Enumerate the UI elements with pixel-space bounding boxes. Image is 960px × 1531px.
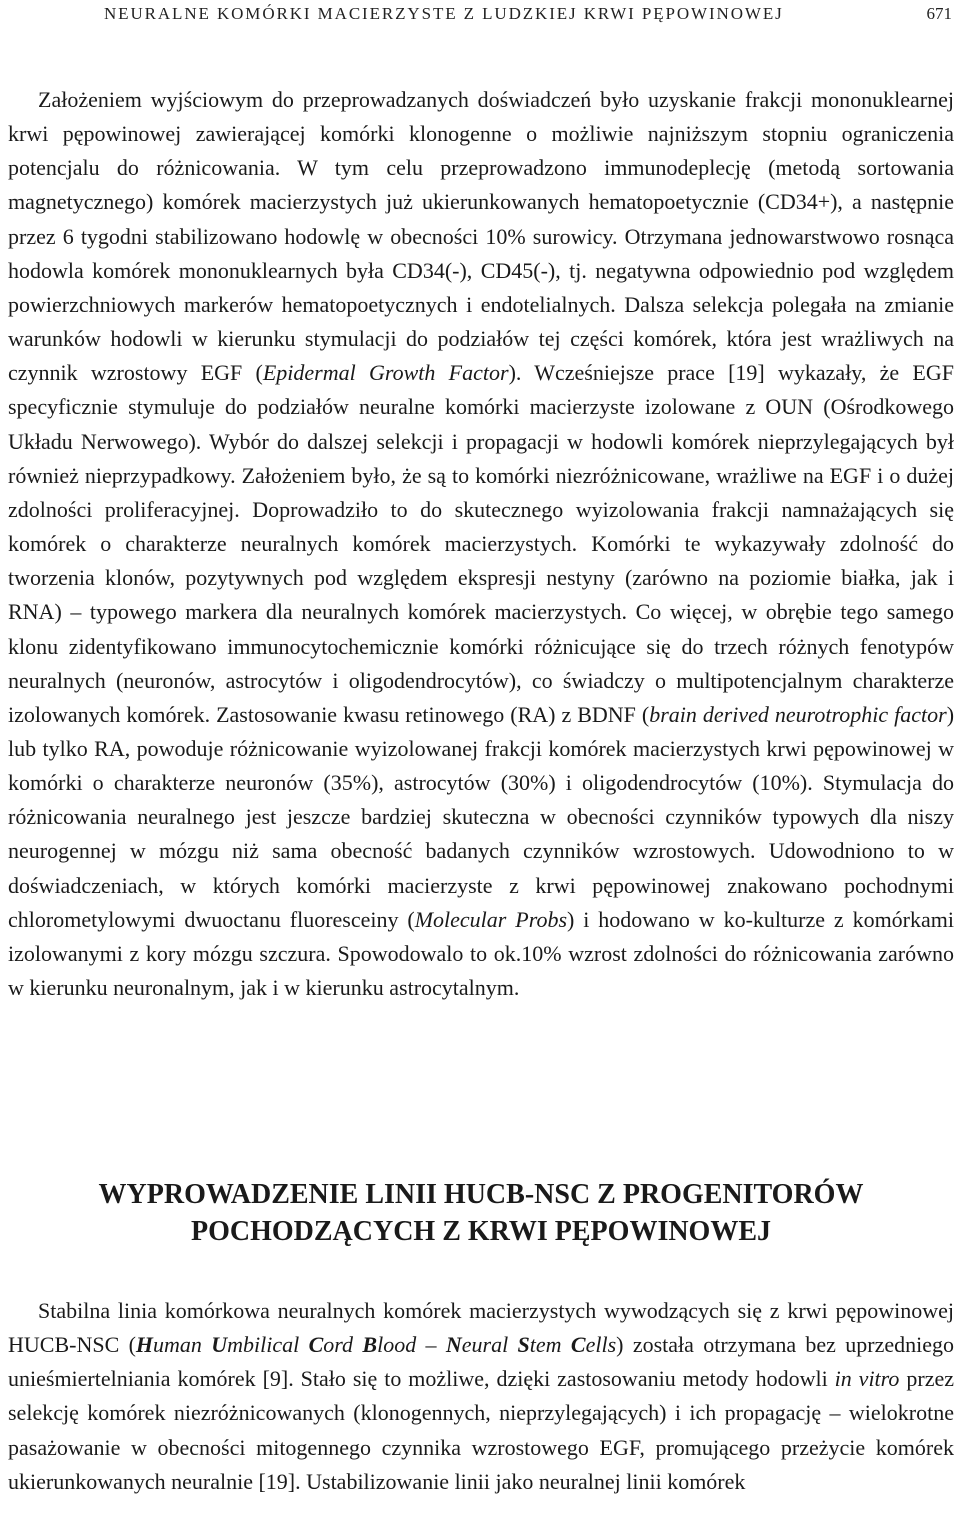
page-number: 671 — [926, 4, 952, 23]
running-header — [0, 4, 960, 28]
acronym-letter: C — [308, 1332, 324, 1358]
acronym-expansion — [136, 1332, 616, 1357]
italic-term: in vitro — [834, 1366, 900, 1392]
paragraph-text: Stabilna linia komórkowa neuralnych komórek macierzystych wywodzących się z krwi pępowinowej HUCB-NSC ( — [8, 1298, 954, 1358]
acronym-word: uman — [153, 1332, 212, 1358]
paragraph-text: ). Wcześniejsze prace [19] wykazały, że EGF specyficznie stymuluje do podziałów neuralne komórki macierzyste izolowane z OUN (Ośrodkowego Układu Nerwowego). Wybór do dalszej selekcji i propagacji w hodowli komórek nieprzylegających był również nieprzypadkowy. Założeniem było, że są to komórki niezróżnicowane, wrażliwe na EGF i o dużej zdolności proliferacyjnej. Doprowadziło to do skutecznego wyizolowania frakcji namnażających się komórek o charakterze neuralnych komórek macierzystych. Komórki te wykazywały zdolność do tworzenia klonów, pozytywnych pod względem ekspresji nestyny (zarówno na poziomie białka, jak i RNA) – typowego markera dla neuralnych komórek macierzystych. Co więcej, w obrębie tego samego klonu zidentyfikowano immunocytochemicznie komórki różnicujące się do trzech różnych fenotypów neuralnych (neuronów, astrocytów i oligodendrocytów), co świadczy o multipotencjalnym charakterze izolowanych komórek. Zastosowanie kwasu retinowego (RA) z BDNF ( — [8, 360, 954, 727]
acronym-letter: B — [362, 1332, 378, 1358]
acronym-letter: H — [135, 1332, 154, 1358]
paragraph-text: Założeniem wyjściowym do przeprowadzanych doświadczeń było uzyskanie frakcji mononuklearnej krwi pępowinowej zawierającej komórki klonogenne o możliwie najniższym stopniu ograniczenia potencjalu do różnicowania. W tym celu przeprowadzono immunodeplecję (metodą sortowania magnetycznego) komórek macierzystych już ukierunkowanych hematopoetycznie (CD34+), a następnie przez 6 tygodni stabilizowano hodowlę w obecności 10% surowicy. Otrzymana jednowarstwowo rosnąca hodowla komórek mononuklearnych była CD34(-), CD45(-), tj. negatywna odpowiednio pod względem powierzchniowych markerów hematopoetycznych i endotelialnych. Dalsza selekcja polegała na zmianie warunków hodowli w kierunku stymulacji do podziałów tej części komórek, która jest wrażliwych na czynnik wzrostowy EGF ( — [8, 87, 954, 386]
italic-term: Molecular Probs — [414, 906, 568, 932]
acronym-word: ells — [585, 1332, 617, 1358]
running-title: NEURALNE KOMÓRKI MACIERZYSTE Z LUDZKIEJ KRWI PĘPOWINOWEJ — [104, 4, 784, 23]
section-heading-line: POCHODZĄCYCH Z KRWI PĘPOWINOWEJ — [190, 1216, 772, 1247]
acronym-word: tem — [529, 1332, 571, 1358]
paragraph-text: przez selekcję komórek niezróżnicowanych (klonogennych, nieprzylegających) i ich propagację – wielokrotne pasażowanie w obecności mitogennego czynnika wzrostowego EGF, promującego przeżycie komórek ukierunkowanych neuralnie [19]. Ustabilizowanie linii jako neuralnej linii komórek — [8, 1366, 954, 1494]
section-heading-line: WYPROWADZENIE LINII HUCB-NSC Z PROGENITORÓW — [98, 1179, 864, 1210]
acronym-word: mbilical — [227, 1332, 309, 1358]
acronym-word: eural — [461, 1332, 518, 1358]
paragraph-hucb-nsc — [8, 1294, 954, 1499]
acronym-letter: N — [445, 1332, 462, 1358]
acronym-letter: S — [517, 1332, 530, 1358]
italic-term: brain derived neurotrophic factor — [649, 701, 947, 727]
paragraph-results-summary — [8, 83, 954, 1005]
acronym-word: ord — [323, 1332, 363, 1358]
acronym-letter: U — [211, 1332, 228, 1358]
paragraph-text: ) lub tylko RA, powoduje różnicowanie wyizolowanej frakcji komórek macierzystych krwi pępowinowej w komórki o charakterze neuronów (35%), astrocytów (30%) i oligodendrocytów (10%). Stymulacja do różnicowania neuralnego jest jeszcze bardziej skuteczna w obecności czynników typowych dla niszy neurogennej w mózgu niż sama obecność badanych czynników wzrostowych. Udowodniono to w doświadczeniach, w których komórki macierzyste z krwi pępowinowej znakowano pochodnymi chlorometylowymi dwuoctanu fluoresceiny ( — [8, 701, 955, 932]
paragraph-text: ) i hodowano w ko-kulturze z komórkami izolowanymi z kory mózgu szczura. Spowodowalo to ok.10% wzrost zdolności do różnicowania zarówno w kierunku neuronalnym, jak i w kierunku astrocytalnym. — [8, 906, 955, 1001]
paragraph-text: ) została otrzymana bez uprzedniego unieśmiertelniania komórek [9]. Stało się to możliwe, dzięki zastosowaniu metody hodowli — [8, 1332, 955, 1392]
italic-term: Epidermal Growth Factor — [262, 360, 509, 386]
section-heading — [8, 1176, 954, 1250]
acronym-letter: C — [570, 1332, 586, 1358]
acronym-word: lood – — [377, 1332, 446, 1358]
